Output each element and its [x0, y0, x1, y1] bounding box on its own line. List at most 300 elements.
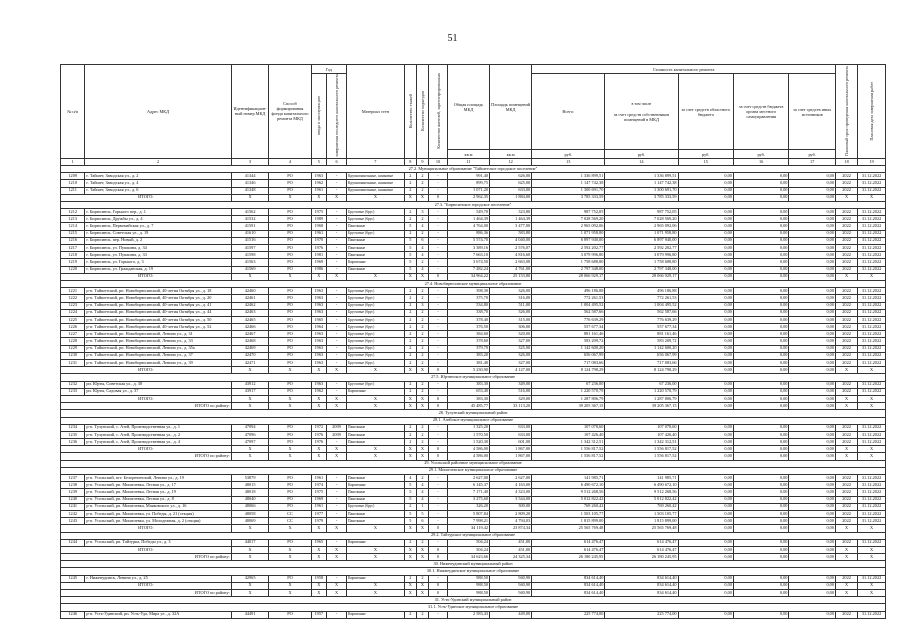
total-cell: 5 230,90 [447, 367, 489, 374]
table-cell: РО [269, 338, 311, 345]
section-row [61, 417, 886, 424]
unit-rub-2: руб. [605, 150, 678, 159]
column-number: 12 [490, 158, 532, 165]
total-label: ИТОГО по району: [61, 403, 232, 410]
table-cell: 0,00 [789, 259, 836, 266]
table-cell: 141 985,71 [605, 475, 678, 482]
table-cell: 1214 [61, 223, 85, 230]
total-cell: X [327, 367, 347, 374]
table-cell: 0,00 [789, 237, 836, 244]
table-cell: 6 490 672,10 [532, 482, 605, 489]
table-cell: 42468 [231, 338, 269, 345]
table-cell: 42471 [231, 360, 269, 367]
table-cell: 2022 [835, 216, 857, 223]
total-cell: 0,00 [733, 446, 788, 453]
subtotal-row [61, 582, 886, 589]
table-cell: Панельные [347, 518, 405, 525]
table-cell: 1212 [61, 209, 85, 216]
section-row [61, 280, 886, 287]
total-cell: X [835, 273, 857, 280]
total-cell: X [858, 367, 886, 374]
table-cell: 41591 [231, 223, 269, 230]
table-cell: 48015 [231, 482, 269, 489]
total-cell: 0,00 [733, 395, 788, 402]
section-title: 27.2. Муниципальное образование "Тайшетское городское поселение" [61, 165, 886, 172]
table-cell: 4 816,60 [490, 252, 532, 259]
column-number: 2 [85, 158, 231, 165]
table-cell: 0,00 [678, 475, 733, 482]
col-obl: за счет средств областного бюджета [678, 74, 733, 150]
table-cell: - [327, 266, 347, 273]
table-cell: - [327, 360, 347, 367]
table-cell: 0,00 [733, 360, 788, 367]
table-cell: 2022 [835, 489, 857, 496]
total-cell: X [404, 395, 416, 402]
table-cell: Брусчатые (брус) [347, 345, 405, 352]
column-number: 15 [678, 158, 733, 165]
table-cell: 2 576,07 [490, 245, 532, 252]
table-row [61, 352, 886, 359]
table-cell: р-п. Усольский, рп. Тайтурка, Победы ул., д. 3 [85, 539, 231, 546]
table-row [61, 518, 886, 525]
table-cell: 0,00 [789, 503, 836, 510]
total-cell: X [858, 446, 886, 453]
total-cell: 329,00 [490, 395, 532, 402]
table-cell: 5 [404, 518, 416, 525]
total-cell: X [347, 395, 405, 402]
table-cell: - [327, 611, 347, 618]
table-cell: 1963 [311, 352, 327, 359]
column-number: 18 [835, 158, 857, 165]
table-header [61, 65, 886, 166]
table-cell: 1240 [61, 496, 85, 503]
table-cell: 31.12.2022 [858, 295, 886, 302]
table-cell: 41563 [231, 259, 269, 266]
table-cell: РО [269, 209, 311, 216]
table-cell: - [429, 611, 448, 618]
table-cell: - [327, 352, 347, 359]
table-cell: 107 078,60 [605, 424, 678, 431]
table-cell: 0,00 [789, 223, 836, 230]
table-cell: - [429, 518, 448, 525]
total-cell: 834 614,40 [605, 590, 678, 597]
total-cell: X [404, 367, 416, 374]
table-cell: 1232 [61, 381, 85, 388]
total-cell: X [416, 403, 428, 410]
table-cell: Брусчатые (брус) [347, 288, 405, 295]
table-cell: 41562 [231, 209, 269, 216]
table-cell: - [327, 216, 347, 223]
total-cell: X [347, 446, 405, 453]
total-label: ИТОГО: [61, 273, 232, 280]
table-cell: 2 [404, 295, 416, 302]
table-cell: 1 336 899,51 [605, 173, 678, 180]
table-cell: 1 300 691,70 [605, 187, 678, 194]
table-cell: 0,00 [733, 352, 788, 359]
table-cell: 4 163,00 [490, 482, 532, 489]
table-cell: 41610 [231, 230, 269, 237]
table-cell: 306,00 [490, 324, 532, 331]
table-cell: 0,00 [678, 331, 733, 338]
total-cell: 39 205 367,15 [532, 403, 605, 410]
table-cell: 300,00 [490, 503, 532, 510]
table-cell: 325,00 [490, 345, 532, 352]
table-row [61, 496, 886, 503]
table-cell: 0,00 [733, 338, 788, 345]
table-cell: 4 [416, 245, 428, 252]
column-number: 19 [858, 158, 886, 165]
table-cell: - [429, 431, 448, 438]
table-cell: 614 476,47 [605, 539, 678, 546]
table-cell: 0,00 [789, 245, 836, 252]
table-cell: 1968 [311, 223, 327, 230]
table-cell: 2 797 348,00 [532, 266, 605, 273]
table-cell: РО [269, 216, 311, 223]
table-cell: РО [269, 539, 311, 546]
table-cell: 1 336 899,51 [532, 173, 605, 180]
table-cell: р-п. Тайшетский, рп. Новобирюсинский, Ленина ул., д. 31 [85, 331, 231, 338]
total-cell: X [416, 546, 428, 553]
table-cell: 1963 [311, 309, 327, 316]
total-cell: 0 [429, 525, 448, 532]
table-cell: - [327, 187, 347, 194]
table-cell: 1228 [61, 338, 85, 345]
total-cell: X [858, 546, 886, 553]
table-cell: 326,00 [490, 288, 532, 295]
table-cell: 31.12.2022 [858, 187, 886, 194]
table-cell: р-п. Тайшетский, рп. Новобирюсинский, 40-летия Октября ул., д. 20 [85, 295, 231, 302]
table-cell: 0,00 [789, 252, 836, 259]
table-cell: 1969 [311, 496, 327, 503]
total-cell: X [231, 446, 269, 453]
total-cell: X [347, 194, 405, 201]
total-cell: X [404, 525, 416, 532]
table-cell: 7 171,40 [447, 489, 489, 496]
total-cell: X [311, 367, 327, 374]
table-cell: 316,00 [490, 295, 532, 302]
table-cell: 0,00 [789, 539, 836, 546]
table-cell: 562 587,66 [605, 309, 678, 316]
section-title: 27.5. Юртинское муниципальное образование [61, 374, 886, 381]
table-cell: - [327, 237, 347, 244]
table-cell: 557 677,34 [605, 324, 678, 331]
table-cell: 940,90 [490, 575, 532, 582]
table-cell: 0,00 [678, 187, 733, 194]
table-cell: 1242 [61, 510, 85, 517]
table-cell: 7 282,24 [447, 266, 489, 273]
table-cell: РО [269, 259, 311, 266]
total-cell: X [347, 590, 405, 597]
table-cell: 1961 [311, 503, 327, 510]
total-cell: 0 [429, 367, 448, 374]
table-cell: 0,00 [733, 309, 788, 316]
table-cell: 2 [404, 439, 416, 446]
table-cell: 2 [416, 295, 428, 302]
table-cell: 1211 [61, 187, 85, 194]
table-cell: 0,00 [733, 439, 788, 446]
total-cell: X [327, 590, 347, 597]
col-obshaya: Общая площадь МКД [447, 65, 489, 150]
table-cell: 1238 [61, 482, 85, 489]
table-cell: 2022 [835, 388, 857, 395]
col-stoimost: Стоимость капитального ремонта [532, 65, 836, 74]
table-cell: 41348 [231, 187, 269, 194]
table-cell: 583,80 [490, 230, 532, 237]
table-cell: 0,00 [789, 482, 836, 489]
table-cell: 31.12.2022 [858, 245, 886, 252]
total-cell: 0 [429, 582, 448, 589]
table-cell: Брусчатые (брус) [347, 381, 405, 388]
total-cell: X [404, 403, 416, 410]
table-cell: - [327, 489, 347, 496]
total-cell: X [269, 273, 311, 280]
table-cell: 0,00 [678, 216, 733, 223]
total-cell: 0,00 [733, 546, 788, 553]
table-cell: 0,00 [789, 216, 836, 223]
table-cell: 583 209,72 [605, 338, 678, 345]
table-cell: 1 815 899,00 [532, 518, 605, 525]
total-cell: 0,00 [789, 194, 836, 201]
table-cell: 315,00 [490, 316, 532, 323]
table-cell: 0,00 [678, 266, 733, 273]
table-cell: г. Бирюсинск, ул. Горького, д. 3 [85, 259, 231, 266]
column-number: 6 [327, 158, 347, 165]
table-cell: 2 [416, 259, 428, 266]
table-cell: 0,00 [789, 388, 836, 395]
total-label: ИТОГО: [61, 446, 232, 453]
table-cell: 44017 [231, 539, 269, 546]
total-cell: X [347, 546, 405, 553]
table-cell: 0,00 [678, 611, 733, 618]
table-cell: РО [269, 223, 311, 230]
total-cell: X [231, 453, 269, 460]
total-cell: 834 614,40 [532, 590, 605, 597]
table-cell: - [327, 180, 347, 187]
table-cell: - [429, 316, 448, 323]
table-cell: РО [269, 424, 311, 431]
table-cell: р-п. Тайшетский, рп. Новобирюсинский, 40-летия Октября ул., д. 50 [85, 316, 231, 323]
col-vsego: Всего: [532, 74, 605, 150]
table-cell: - [429, 331, 448, 338]
table-cell: р-п. Тулунский, с. Азей, Производственная ул., д. 4 [85, 439, 231, 446]
table-cell: Кирпичные [347, 539, 405, 546]
table-cell: - [429, 360, 448, 367]
table-row [61, 510, 886, 517]
total-cell: 0,00 [789, 446, 836, 453]
table-cell: 6 [416, 518, 428, 525]
total-cell: X [858, 273, 886, 280]
total-label: ИТОГО по району: [61, 590, 232, 597]
table-cell: Панельные [347, 489, 405, 496]
table-cell: 626,00 [490, 173, 532, 180]
table-cell: 43917 [231, 388, 269, 395]
table-cell: 0,00 [733, 431, 788, 438]
table-cell: 1 520,30 [447, 439, 489, 446]
table-cell: 772 261,53 [532, 295, 605, 302]
total-cell: 383,30 [447, 395, 489, 402]
table-row [61, 266, 886, 273]
unit-rub-1: руб. [532, 150, 605, 159]
total-cell: X [231, 395, 269, 402]
table-cell: РО [269, 180, 311, 187]
table-cell: 2 [416, 338, 428, 345]
table-cell: 44491 [231, 611, 269, 618]
table-cell: Панельные [347, 431, 405, 438]
table-cell: 1 758 688,80 [605, 259, 678, 266]
table-cell: - [327, 496, 347, 503]
total-cell: 1 287 806,79 [605, 395, 678, 402]
table-cell: 1209 [61, 173, 85, 180]
table-cell: 1 464,39 [490, 216, 532, 223]
total-cell: 0 [429, 446, 448, 453]
table-cell: 5 [404, 245, 416, 252]
table-row [61, 252, 886, 259]
table-cell: 2 [416, 575, 428, 582]
table-cell: 2 [416, 309, 428, 316]
col-no: № п/п [61, 65, 85, 159]
table-cell: 1 071,20 [447, 187, 489, 194]
table-cell: 2 [404, 381, 416, 388]
table-cell: Панельные [347, 266, 405, 273]
table-cell: - [327, 295, 347, 302]
table-cell: 1963 [311, 302, 327, 309]
table-cell: 2022 [835, 360, 857, 367]
table-cell: 42465 [231, 316, 269, 323]
table-cell: 1218 [61, 252, 85, 259]
table-cell: Брусчатые (брус) [347, 338, 405, 345]
table-cell: 0,00 [678, 259, 733, 266]
total-cell: 0,00 [678, 194, 733, 201]
total-cell: X [347, 582, 405, 589]
table-cell: 31.12.2022 [858, 309, 886, 316]
total-cell: 8 124 798,29 [532, 367, 605, 374]
table-cell: - [327, 539, 347, 546]
table-cell: 2 [404, 360, 416, 367]
table-cell: 338,70 [447, 309, 489, 316]
table-cell: 0,00 [733, 331, 788, 338]
table-cell: 0,00 [789, 496, 836, 503]
table-cell: 1236 [61, 439, 85, 446]
table-cell: 5 807,84 [447, 510, 489, 517]
table-cell: - [429, 230, 448, 237]
table-cell: 41532 [231, 216, 269, 223]
table-cell: 2022 [835, 302, 857, 309]
table-cell: 4 [404, 475, 416, 482]
table-cell: 1 147 742,38 [605, 180, 678, 187]
table-cell: 772 261,53 [605, 295, 678, 302]
table-cell: 2 [404, 352, 416, 359]
table-cell: 1 503 105,77 [532, 510, 605, 517]
total-cell: X [347, 554, 405, 561]
table-cell: 2 [404, 187, 416, 194]
table-cell: 0,00 [678, 439, 733, 446]
table-cell: 2 [404, 324, 416, 331]
total-cell: X [416, 453, 428, 460]
table-cell: 496 186,88 [532, 288, 605, 295]
table-cell: 2022 [835, 223, 857, 230]
total-cell: X [416, 554, 428, 561]
table-cell: 0,00 [789, 187, 836, 194]
table-cell: 2 [404, 230, 416, 237]
table-cell: 776 639,29 [605, 316, 678, 323]
table-cell: - [429, 173, 448, 180]
total-cell: 33 113,20 [490, 403, 532, 410]
table-cell: 1979 [311, 518, 327, 525]
total-cell: X [269, 453, 311, 460]
table-cell: 0,00 [678, 302, 733, 309]
table-cell: 0,00 [733, 245, 788, 252]
table-cell: Крупнопанельные, шлаковые [347, 180, 405, 187]
table-cell: 6 897 940,00 [532, 237, 605, 244]
table-cell: г. Тайшет, Заводская ул., д. 2 [85, 173, 231, 180]
total-cell: 45 485,77 [447, 403, 489, 410]
total-cell: 988,50 [447, 582, 489, 589]
table-cell: Крупнопанельные, шлаковые [347, 173, 405, 180]
table-cell: 0,00 [678, 482, 733, 489]
col-god-vvoda: ввода в эксплуатацию [311, 74, 327, 159]
total-cell: X [311, 446, 327, 453]
table-cell: 31.12.2022 [858, 431, 886, 438]
table-cell: 2022 [835, 295, 857, 302]
table-cell: 2 [404, 611, 416, 618]
table-row [61, 360, 886, 367]
table-cell: - [429, 352, 448, 359]
table-cell: 0,00 [678, 496, 733, 503]
table-cell: 625,00 [490, 180, 532, 187]
table-cell: 31.12.2022 [858, 381, 886, 388]
table-cell: 1958 [311, 575, 327, 582]
total-cell: X [269, 194, 311, 201]
table-cell: - [327, 388, 347, 395]
table-cell: 2 583,43 [447, 611, 489, 618]
section-title: 27.4. Новобирюсинское муниципальное образование [61, 280, 886, 287]
table-cell: 0,00 [789, 331, 836, 338]
total-cell: X [311, 590, 327, 597]
table-cell: 0,00 [733, 259, 788, 266]
total-cell: 0,00 [789, 546, 836, 553]
table-cell: р-п. Тайшетский, рп. Новобирюсинский, Ленина ул., д. 35а [85, 345, 231, 352]
column-number: 7 [347, 158, 405, 165]
unit-rub-5: руб. [789, 150, 836, 159]
total-cell: 0,00 [733, 367, 788, 374]
section-title: 28. Тулунский муниципальный район [61, 410, 886, 417]
table-cell: 41344 [231, 173, 269, 180]
total-cell: 4 586,00 [447, 446, 489, 453]
table-cell: 0,00 [733, 388, 788, 395]
table-cell: - [429, 496, 448, 503]
table-cell: 3 [416, 209, 428, 216]
table-cell: 769 260,42 [605, 503, 678, 510]
table-cell: 47096 [231, 431, 269, 438]
table-cell: 1 142 600,20 [605, 345, 678, 352]
table-cell: 2022 [835, 180, 857, 187]
table-cell: 534,80 [447, 302, 489, 309]
table-cell: 2022 [835, 288, 857, 295]
section-title: 27.3. "Бирюсинское городское поселение" [61, 201, 886, 208]
table-cell: 2 [416, 331, 428, 338]
table-cell: 1 004 495,52 [605, 302, 678, 309]
table-cell: 0,00 [733, 510, 788, 517]
table-cell: 2022 [835, 252, 857, 259]
total-cell: X [231, 194, 269, 201]
table-cell: г. Тайшет, Заводская ул., д. 6 [85, 187, 231, 194]
total-cell: X [231, 554, 269, 561]
table-cell: 1 758 688,80 [532, 259, 605, 266]
total-cell: X [835, 194, 857, 201]
table-cell: 31.12.2022 [858, 173, 886, 180]
table-cell: 7 663,10 [447, 252, 489, 259]
table-cell: - [429, 180, 448, 187]
